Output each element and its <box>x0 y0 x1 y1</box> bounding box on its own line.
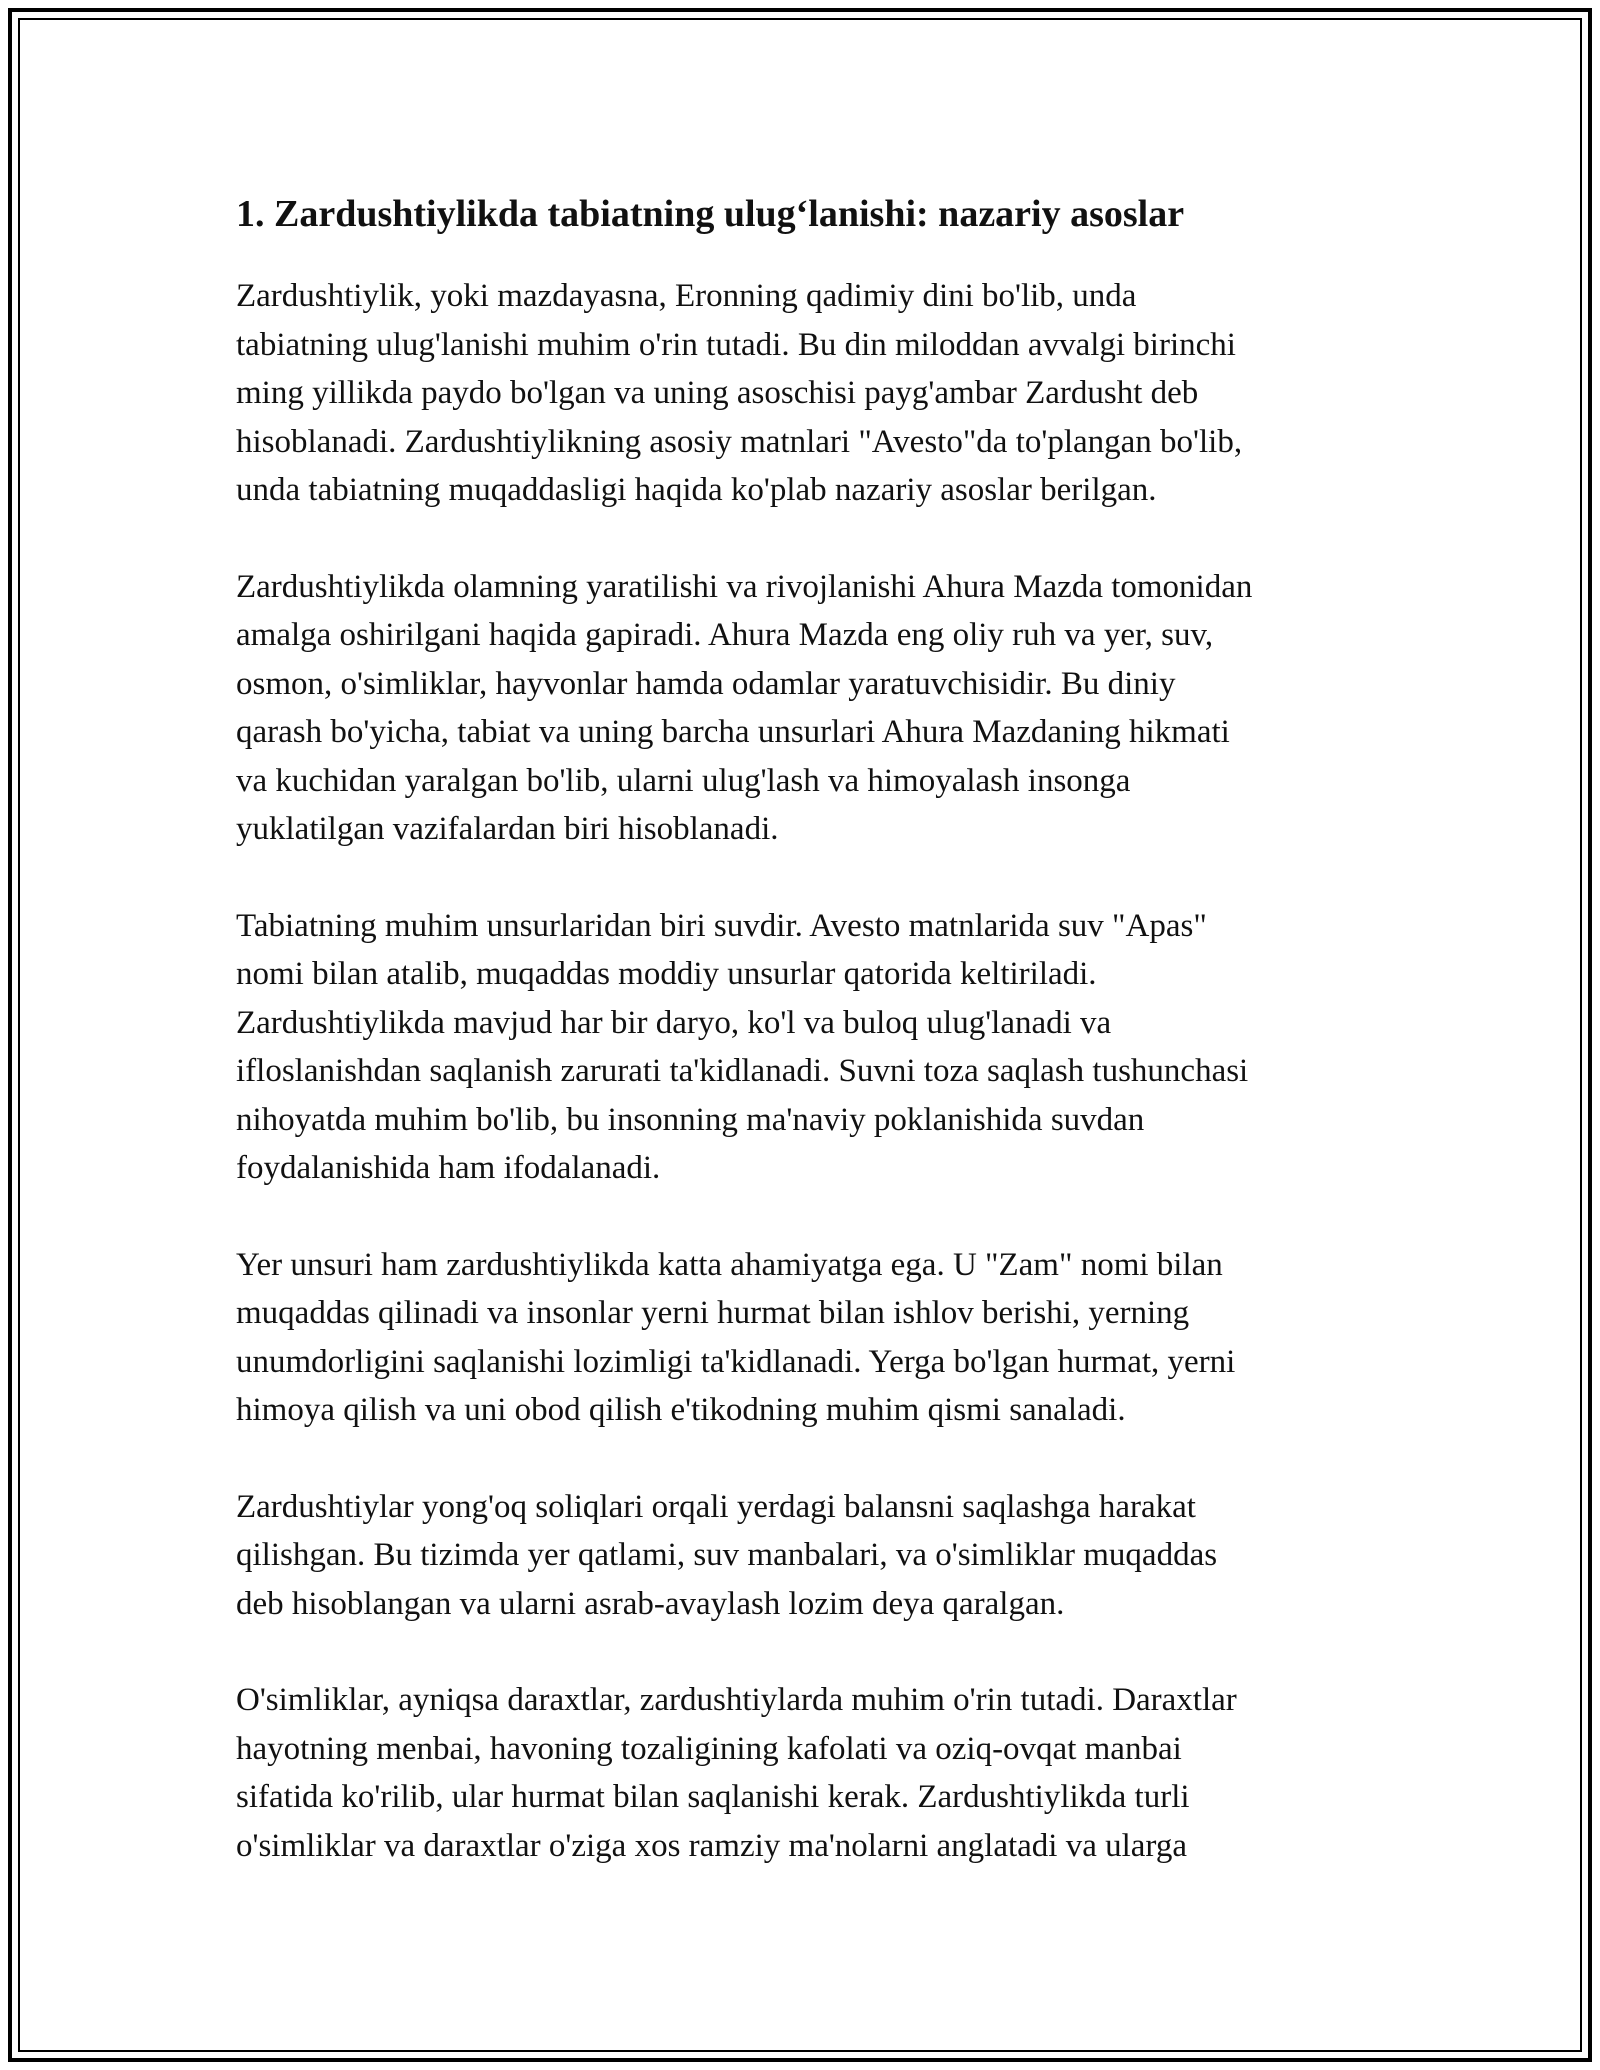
document-body <box>236 186 1386 1918</box>
paragraph-5: Zardushtiylar yong'oq soliqlari orqali yerdagi balansni saqlashga harakat qilishgan. Bu tizimda yer qatlami, suv manbalari, va o'simliklar muqaddas deb hisoblangan va ularni asrab-avaylash lozim deya qaralgan. <box>236 1488 1218 1622</box>
paragraph-3: Tabiatning muhim unsurlaridan biri suvdir. Avesto matnlarida suv "Apas" nomi bilan atalib, muqaddas moddiy unsurlar qatorida keltiriladi. Zardushtiylikda mavjud har bir daryo, ko'l va buloq ulug'lanadi va ifloslanishdan saqlanish zarurati ta'kidlanadi. Suvni toza saqlash tushunchasi nihoyatda muhim bo'lib, bu insonning ma'naviy poklanishida suvdan foydalanishida ham ifodalanadi. <box>236 907 1249 1186</box>
section-heading: 1. Zardushtiylikda tabiatning ulug‘lanishi: nazariy asoslar <box>236 193 1185 235</box>
paragraph-4: Yer unsuri ham zardushtiylikda katta ahamiyatga ega. U "Zam" nomi bilan muqaddas qilinadi va insonlar yerni hurmat bilan ishlov berishi, yerning unumdorligini saqlanishi lozimligi ta'kidlanadi. Yerga bo'lgan hurmat, yerni himoya qilish va uni obod qilish e'tikodning muhim qismi sanaladi. <box>236 1246 1236 1428</box>
paragraph-6: O'simliklar, ayniqsa daraxtlar, zardushtiylarda muhim o'rin tutadi. Daraxtlar hayotning menbai, havoning tozaligining kafolati va oziq-ovqat manbai sifatida ko'rilib, ular hurmat bilan saqlanishi kerak. Zardushtiylikda turli o'simliklar va daraxtlar o'ziga xos ramziy ma'nolarni anglatadi va ularga <box>236 1682 1237 1864</box>
paragraph-2: Zardushtiylikda olamning yaratilishi va rivojlanishi Ahura Mazda tomonidan amalga oshirilgani haqida gapiradi. Ahura Mazda eng oliy ruh va yer, suv, osmon, o'simliklar, hayvonlar hamda odamlar yaratuvchisidir. Bu diniy qarash bo'yicha, tabiat va uning barcha unsurlari Ahura Mazdaning hikmati va kuchidan yaralgan bo'lib, ularni ulug'lash va himoyalash insonga yuklatilgan vazifalardan biri hisoblanadi. <box>236 568 1253 847</box>
paragraph-1: Zardushtiylik, yoki mazdayasna, Eronning qadimiy dini bo'lib, unda tabiatning ulug'lanishi muhim o'rin tutadi. Bu din miloddan avvalgi birinchi ming yillikda paydo bo'lgan va uning asoschisi payg'ambar Zardusht deb hisoblanadi. Zardushtiylikning asosiy matnlari "Avesto"da to'plangan bo'lib, unda tabiatning muqaddasligi haqida ko'plab nazariy asoslar berilgan. <box>236 278 1243 508</box>
